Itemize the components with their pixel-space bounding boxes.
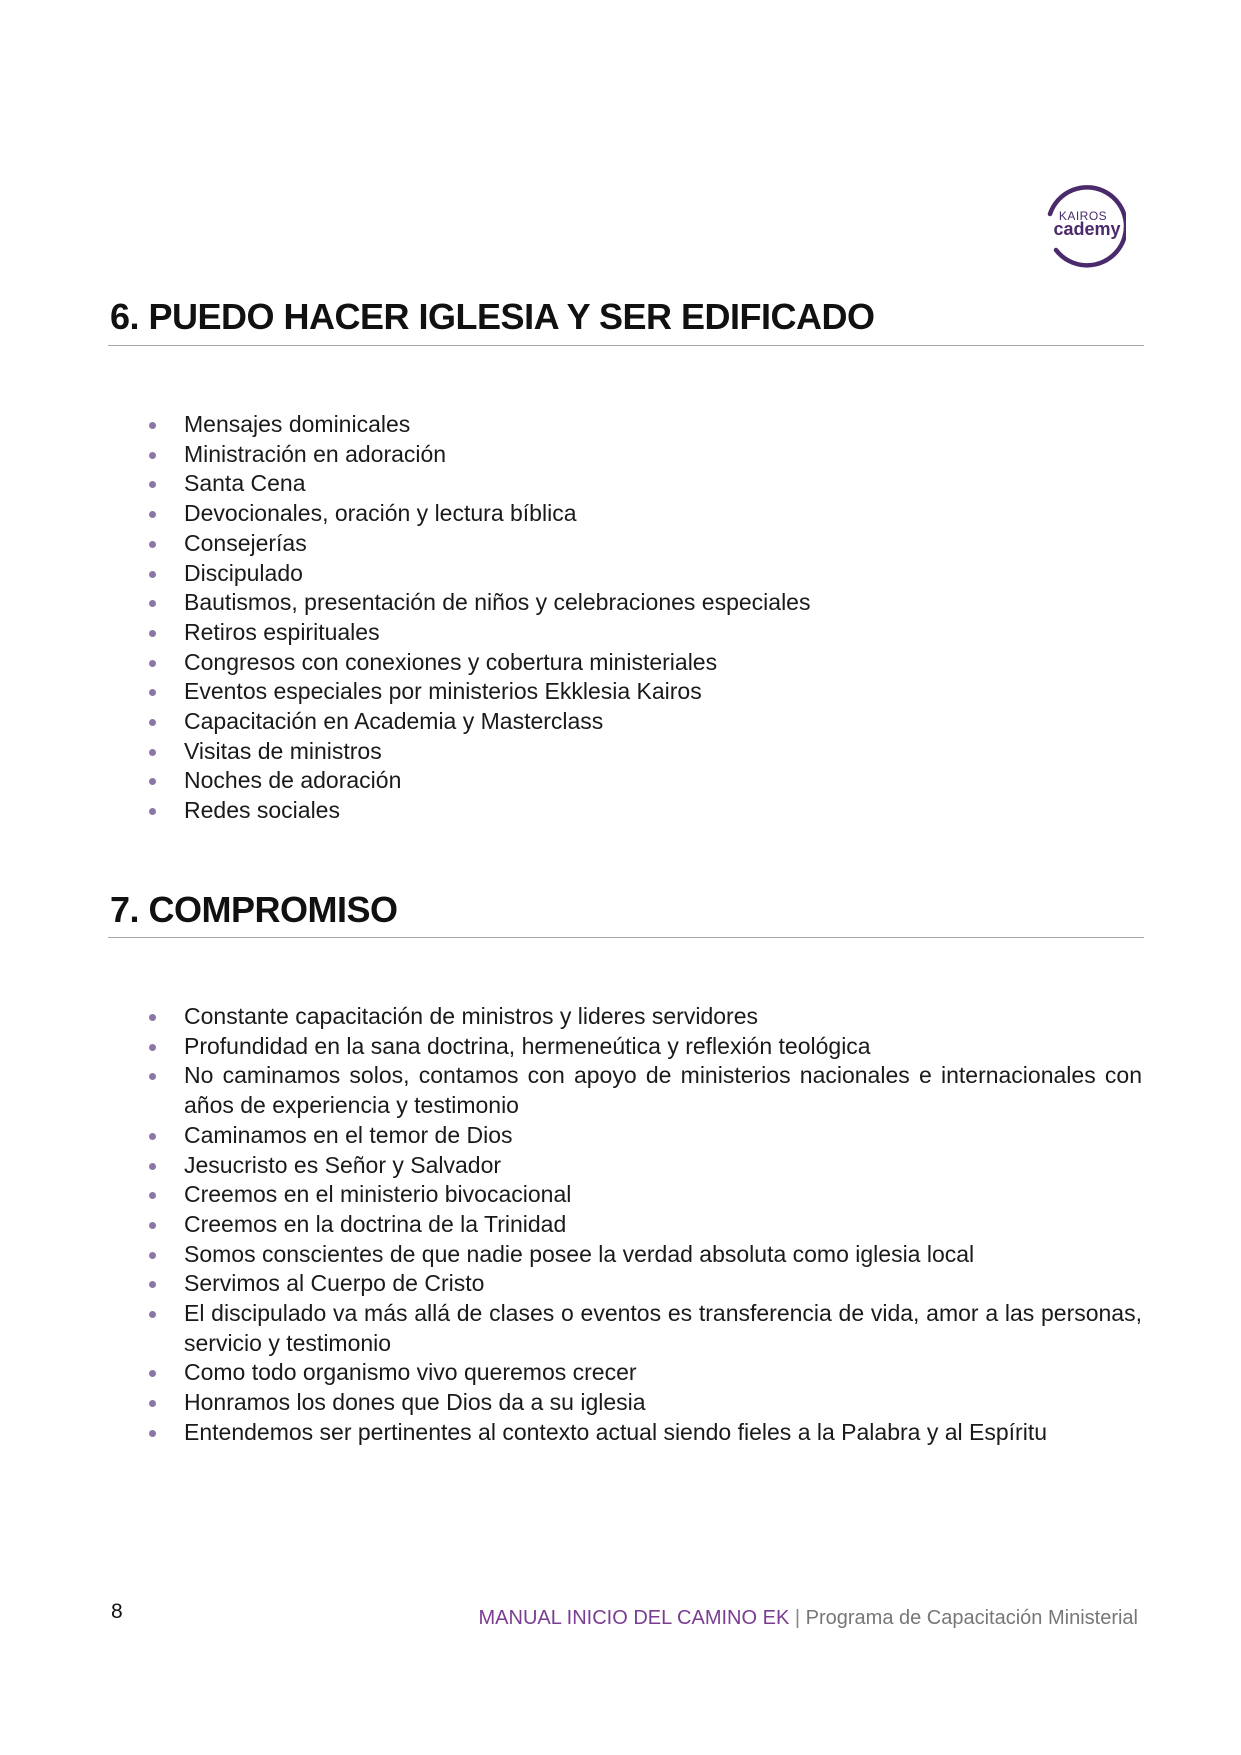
list-item-text: Retiros espirituales [184,618,380,645]
bullet-icon [149,808,156,815]
list-item [0,1151,1142,1181]
list-item [0,1061,1142,1120]
list-item [0,529,1142,559]
list-item [0,1418,1142,1448]
list-item-text: Congresos con conexiones y cobertura ministeriales [184,648,718,675]
list-item [0,766,1142,796]
list-item-text: Creemos en la doctrina de la Trinidad [184,1210,567,1237]
list-item [0,1358,1142,1388]
bullet-icon [149,1163,156,1170]
list-item [0,1388,1142,1418]
list-item-text: Devocionales, oración y lectura bíblica [184,500,577,527]
page-number: 8 [111,1600,123,1623]
section-6-title: 6. PUEDO HACER IGLESIA Y SER EDIFICADO [110,296,875,337]
list-item [0,737,1142,767]
bullet-icon [149,422,156,429]
bullet-icon [149,1281,156,1288]
list-item [0,648,1142,678]
list-item-text: No caminamos solos, contamos con apoyo de ministerios nacionales e internacionales con años de experiencia y testimonio [184,1062,1142,1119]
list-item-text: Constante capacitación de ministros y lideres servidores [184,1003,758,1029]
list-item [0,588,1142,618]
section-7-title: 7. COMPROMISO [110,889,398,930]
list-item-text: Eventos especiales por ministerios Ekklesia Kairos [184,678,702,705]
bullet-icon [149,1311,156,1318]
bullet-icon [149,630,156,637]
bullet-icon [149,1252,156,1259]
bullet-icon [149,1014,156,1021]
list-item-text: Somos conscientes de que nadie posee la verdad absoluta como iglesia local [184,1240,975,1267]
list-item [0,1269,1142,1299]
list-item [0,1121,1142,1151]
bullet-icon [149,689,156,696]
list-item-text: El discipulado va más allá de clases o eventos es transferencia de vida, amor a las personas, servicio y testimonio [184,1300,1142,1356]
list-item-text: Profundidad en la sana doctrina, hermeneútica y reflexión teológica [184,1032,871,1059]
bullet-icon [149,1222,156,1229]
list-item-text: Honramos los dones que Dios da a su iglesia [184,1389,646,1416]
logo-text-kairos: KAIROS [1058,209,1108,223]
bullet-icon [149,778,156,785]
footer-program-title: Programa de Capacitación Ministerial [805,1607,1138,1629]
list-item-text: Visitas de ministros [184,737,382,764]
list-item [0,1002,1142,1032]
bullet-icon [149,719,156,726]
bullet-icon [149,481,156,488]
list-item [0,469,1142,499]
bullet-icon [149,511,156,518]
footer-manual-title: MANUAL INICIO DEL CAMINO EK [478,1607,790,1629]
list-item [0,1032,1142,1062]
bullet-icon [149,749,156,756]
list-item-text: Noches de adoración [184,767,402,794]
logo-text-academy: cademy [1053,219,1121,239]
bullet-icon [149,1370,156,1377]
list-item [0,677,1142,707]
list-item [0,410,1142,440]
bullet-icon [149,571,156,578]
section-6-divider [108,345,1144,346]
bullet-icon [149,1044,156,1051]
bullet-icon [149,1073,156,1080]
bullet-icon [149,660,156,667]
list-item [0,1180,1142,1210]
kairos-academy-logo [1040,184,1126,270]
footer-separator: | [794,1607,801,1629]
list-item-text: Consejerías [184,529,307,556]
bullet-icon [149,1400,156,1407]
bullet-icon [149,452,156,459]
list-item-text: Jesucristo es Señor y Salvador [184,1151,502,1178]
list-item-text: Redes sociales [184,797,340,824]
list-item [0,1210,1142,1240]
bullet-icon [149,541,156,548]
list-item [0,440,1142,470]
list-item-text: Discipulado [184,559,303,586]
list-item-text: Entendemos ser pertinentes al contexto actual siendo fieles a la Palabra y al Espíritu [184,1418,1047,1445]
list-item [0,796,1142,826]
list-item-text: Mensajes dominicales [184,411,411,437]
list-item-text: Caminamos en el temor de Dios [184,1121,513,1148]
list-item-text: Servimos al Cuerpo de Cristo [184,1270,485,1297]
section-7-divider [108,937,1144,938]
bullet-icon [149,1133,156,1140]
list-item-text: Creemos en el ministerio bivocacional [184,1181,572,1208]
list-item-text: Como todo organismo vivo queremos crecer [184,1359,637,1386]
list-item-text: Bautismos, presentación de niños y celebraciones especiales [184,589,811,616]
list-item [0,1299,1142,1358]
list-item-text: Ministración en adoración [184,440,447,467]
bullet-icon [149,1430,156,1437]
list-item-text: Santa Cena [184,470,306,497]
list-item [0,618,1142,648]
list-item [0,1240,1142,1270]
list-item [0,499,1142,529]
page-footer [479,1607,1139,1630]
bullet-icon [149,600,156,607]
list-item-text: Capacitación en Academia y Masterclass [184,708,604,735]
list-item [0,707,1142,737]
bullet-icon [149,1192,156,1199]
section-7-list [0,1002,1142,1448]
section-6-list [0,410,1142,826]
list-item [0,559,1142,589]
